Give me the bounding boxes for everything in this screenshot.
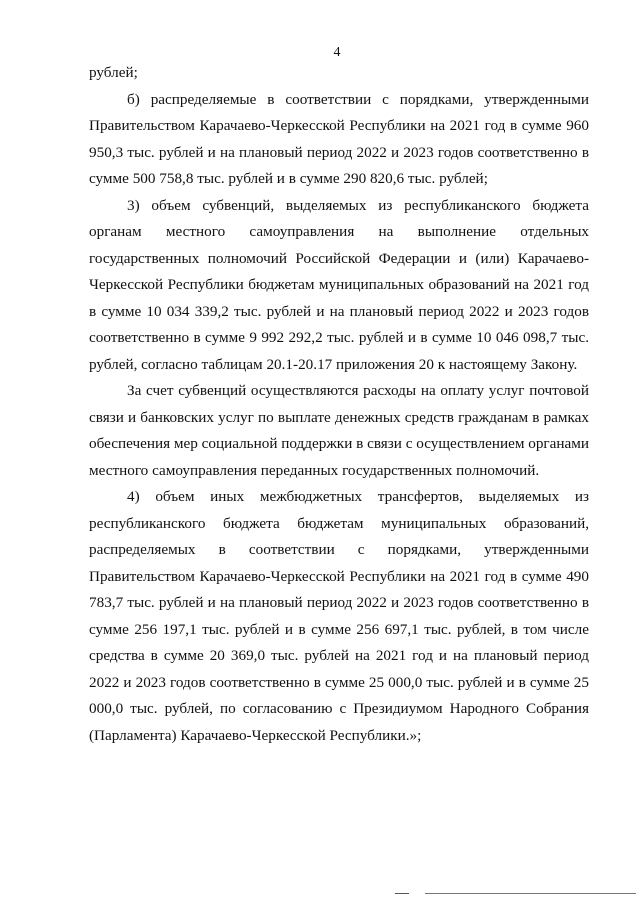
paragraph-3: 3) объем субвенций, выделяемых из республиканского бюджета органам местного самоуправления на выполнение отдельных государственных полномочий Российской Федерации и (или) Карачаево-Черкесской Республики бюджетам муниципальных образований на 2021 год в сумме 10 034 339,2 тыс. рублей и на плановый период 2022 и 2023 годов соответственно в сумме 9 992 292,2 тыс. рублей и в сумме 10 046 098,7 тыс. рублей, согласно таблицам 20.1-20.17 приложения 20 к настоящему Закону. [89,196,589,373]
scan-artifact-line [425,893,636,894]
page-number: 4 [333,45,341,60]
paragraph-2: б) распределяемые в соответствии с порядками, утвержденными Правительством Карачаево-Черкесской Республики на 2021 год в сумме 960 950,3 тыс. рублей и на плановый период 2022 и 2023 годов соответственно в сумме 500 758,8 тыс. рублей и в сумме 290 820,6 тыс. рублей; [89,90,589,187]
paragraph-1: рублей; [89,64,138,81]
paragraph-5: 4) объем иных межбюджетных трансфертов, выделяемых из республиканского бюджета бюджетам муниципальных образований, распределяемых в соответствии с порядками, утвержденными Правительством Карачаево-Черкесской Республики на 2021 год в сумме 490 783,7 тыс. рублей и на плановый период 2022 и 2023 годов соответственно в сумме 256 197,1 тыс. рублей и в сумме 256 697,1 тыс. рублей, в том числе средства в сумме 20 369,0 тыс. рублей на 2021 год и на плановый период 2022 и 2023 годов соответственно в сумме 25 000,0 тыс. рублей и в сумме 25 000,0 тыс. рублей, по согласованию с Президиумом Народного Собрания (Парламента) Карачаево-Черкесской Республики.»; [89,488,589,744]
document-body [89,60,589,749]
scan-artifact-line [395,893,409,894]
paragraph-4: За счет субвенций осуществляются расходы на оплату услуг почтовой связи и банковских услуг по выплате денежных средств гражданам в рамках обеспечения мер социальной поддержки в связи с осуществлением органами местного самоуправления переданных государственных полномочий. [89,382,590,479]
